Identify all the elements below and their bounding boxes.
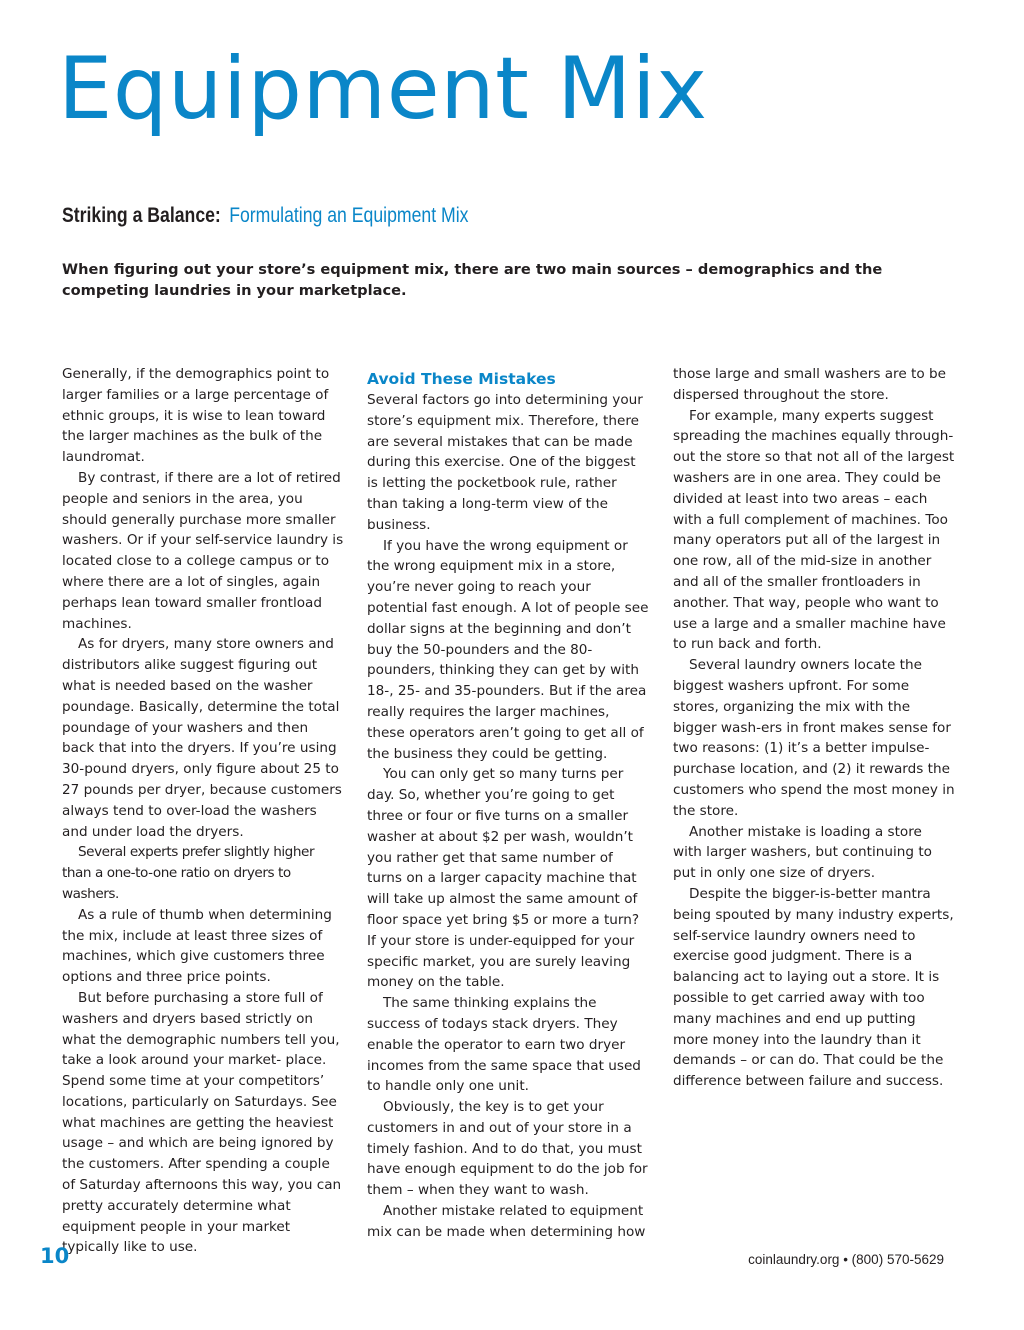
paragraph: For example, many experts suggest spreading the machines equally through-out the store so that not all of the largest washers are in one area. They could be divided at least into two areas – each with a full complement of machines. Too many operators put all of the largest in one row, all of the mid-size in another and all of the smaller frontloaders in another. That way, people who want to use a large and a smaller machine have to run back and forth. [673,407,955,653]
page-number: 10 [40,1244,70,1268]
section-heading: Avoid These Mistakes [367,370,556,388]
paragraph: Despite the bigger-is-better mantra being spouted by many industry experts, self-service laundry owners need to exercise good judgment. There is a balancing act to laying out a store. It is possible to get carried away with too many machines and end up putting more money into the laundry than it demands – or can do. That could be the difference between failure and success. [673,885,954,1090]
paragraph: Generally, if the demographics point to larger families or a large percentage of ethnic groups, it is wise to lean toward the larger machines as the bulk of the laundromat. [62,366,330,466]
subtitle [62,202,468,230]
paragraph: Several factors go into determining your store’s equipment mix. Therefore, there are several mistakes that can be made during this exercise. One of the biggest is letting the pocketbook rule, rather than taking a long-term view of the business. [367,392,643,533]
paragraph: If you have the wrong equipment or the wrong equipment mix in a store, you’re never going to reach your potential fast enough. A lot of people see dollar signs at the beginning and don’t buy the 50-pounders and the 80-pounders, thinking they can get by with 18-, 25- and 35-pounders. But if the area really requires the larger machines, these operators aren’t going to get all of the business they could be getting. [367,537,649,762]
paragraph: Several experts prefer slightly higher than a one-to-one ratio on dryers to washers. [62,844,315,902]
intro-paragraph: When figuring out your store’s equipment mix, there are two main sources – demographics and the competing laundries in your marketplace. [62,261,883,299]
page-title: Equipment Mix [58,39,708,139]
column-3 [673,364,955,1092]
paragraph: Another mistake related to equipment mix can be made when determining how [367,1203,646,1240]
paragraph: You can only get so many turns per day. So, whether you’re going to get three or four or five turns on a smaller washer at about $2 per wash, wouldn’t you rather get that same number of turns on a larger capacity machine that will take up almost the same amount of floor space yet bring $5 or more a turn? If your store is under-equipped for your specific market, you are surely leaving money on the table. [367,766,640,991]
paragraph: Obviously, the key is to get your customers in and out of your store in a timely fashion. And to do that, you must have enough equipment to do the job for them – when they want to wash. [367,1099,648,1199]
paragraph: But before purchasing a store full of washers and dryers based strictly on what the demographic numbers tell you, take a look around your market- place. Spend some time at your competitors’ locations, particularly on Saturdays. See what machines are getting the heaviest usage – and which are being ignored by the customers. After spending a couple of Saturday afternoons this way, you can pretty accurately determine what equipment people in your market typically like to use. [62,989,342,1256]
paragraph: As for dryers, many store owners and distributors alike suggest figuring out what is needed based on the washer poundage. Basically, determine the total poundage of your washers and then back that into the dryers. If you’re using 30-pound dryers, only figure about 25 to 27 pounds per dryer, because customers always tend to over-load the washers and under load the dryers. [62,636,342,840]
column-2 [367,368,649,1243]
column-1 [62,364,344,1258]
paragraph: By contrast, if there are a lot of retired people and seniors in the area, you should generally purchase more smaller washers. Or if your self-service laundry is located close to a college campus or to where there are a lot of singles, again perhaps lean toward smaller frontload machines. [62,469,344,632]
paragraph: As a rule of thumb when determining the mix, include at least three sizes of machines, which give customers three options and three price points. [62,906,332,986]
footer-contact: coinlaundry.org • (800) 570-5629 [748,1252,944,1267]
paragraph: The same thinking explains the success of todays stack dryers. They enable the operator to earn two dryer incomes from the same space that used to handle only one unit. [367,995,641,1095]
paragraph: those large and small washers are to be dispersed throughout the store. [673,366,946,403]
subtitle-rest: Formulating an Equipment Mix [229,204,469,227]
subtitle-lead: Striking a Balance: [62,204,221,227]
paragraph: Another mistake is loading a store with larger washers, but continuing to put in only one size of dryers. [673,823,932,882]
paragraph: Several laundry owners locate the biggest washers upfront. For some stores, organizing the mix with the bigger wash-ers in front makes sense for two reasons: (1) it’s a better impulse-purchase location, and (2) it rewards the customers who spend the most money in the store. [673,657,955,819]
